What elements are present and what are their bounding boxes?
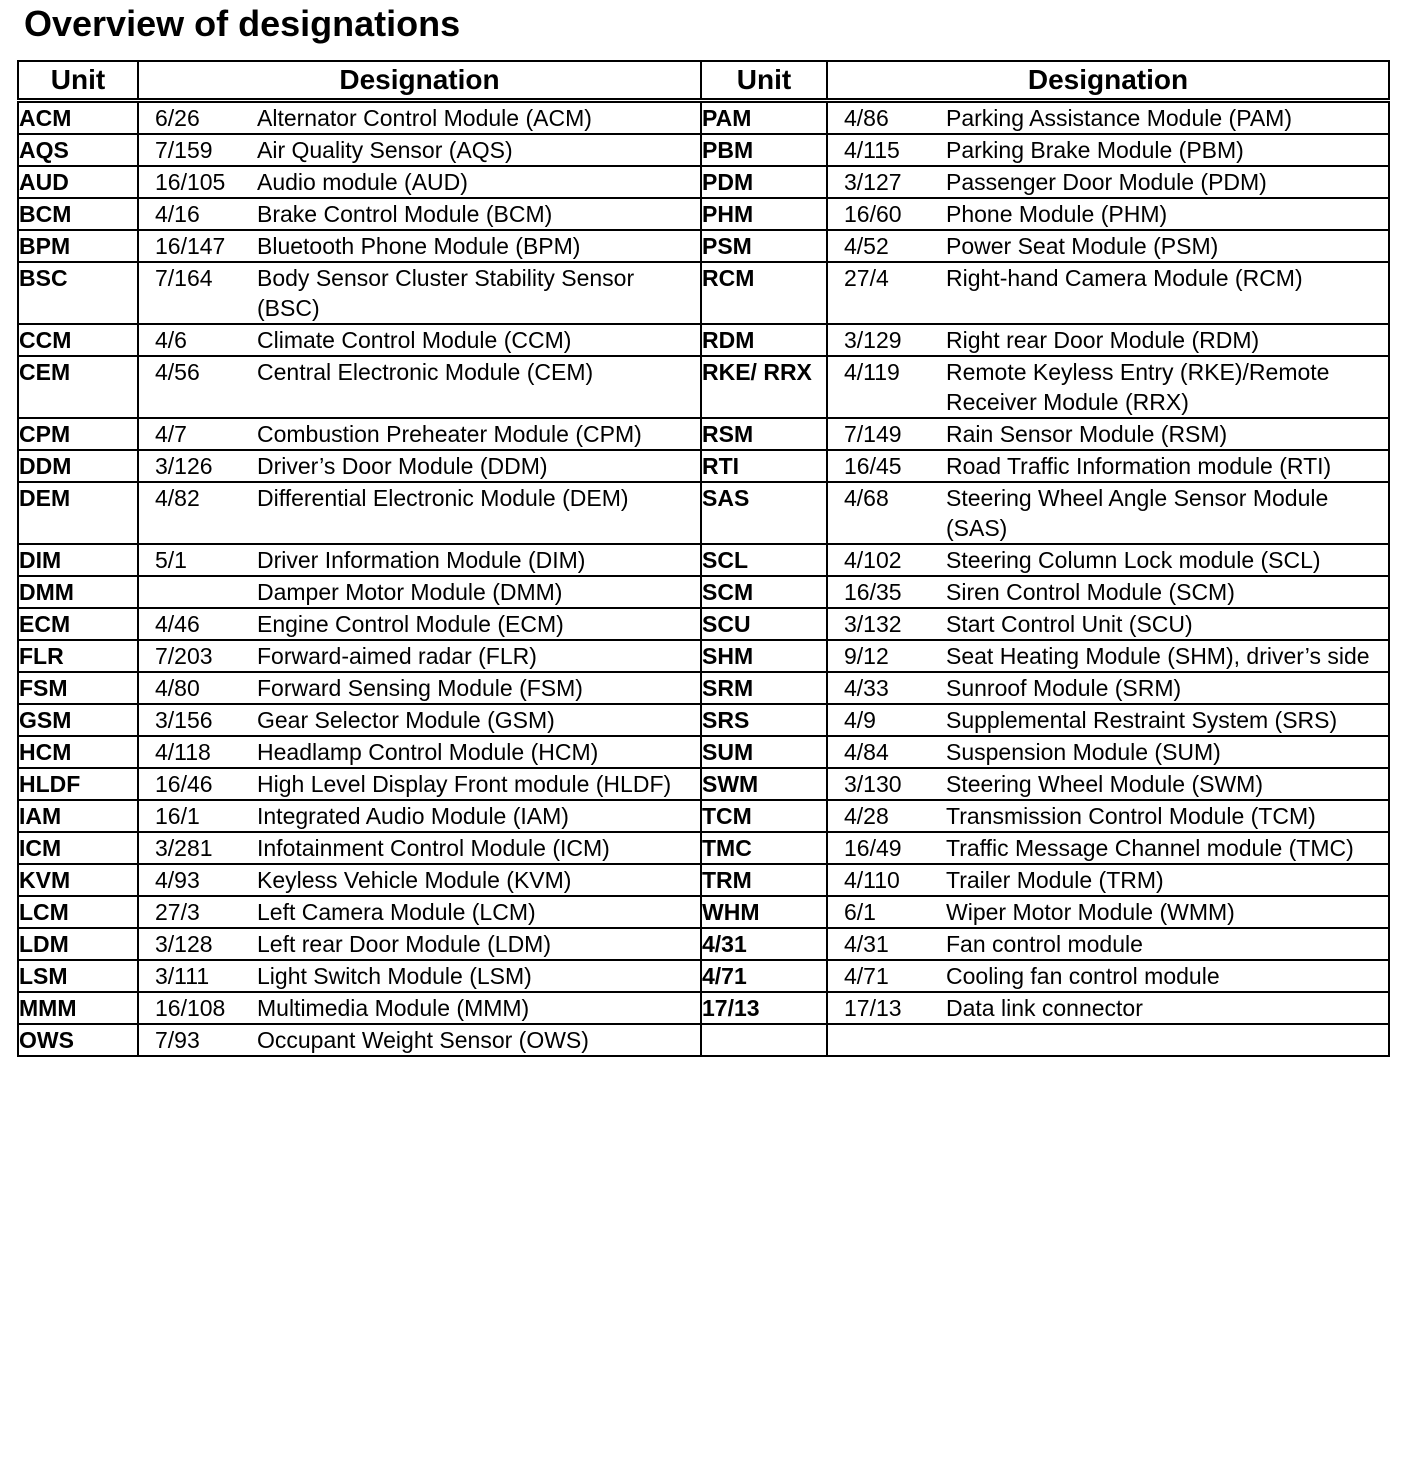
table-row <box>18 418 1389 450</box>
unit-cell: SCU <box>701 608 827 640</box>
unit-cell: SWM <box>701 768 827 800</box>
unit-cell: DEM <box>18 482 138 544</box>
unit-cell: ACM <box>18 101 138 135</box>
unit-cell: BCM <box>18 198 138 230</box>
reference-number: 16/108 <box>155 995 226 1021</box>
unit-cell: SCL <box>701 544 827 576</box>
designation-name: Road Traffic Information module (RTI) <box>946 453 1332 479</box>
designation-cell <box>138 960 701 992</box>
unit-cell: TMC <box>701 832 827 864</box>
reference-number: 4/68 <box>844 485 889 511</box>
designation-cell <box>138 324 701 356</box>
designation-name: Integrated Audio Module (IAM) <box>257 803 569 829</box>
reference-number: 3/128 <box>155 931 213 957</box>
designation-cell <box>138 230 701 262</box>
designation-name: Steering Wheel Module (SWM) <box>946 771 1263 797</box>
designation-cell <box>827 230 1389 262</box>
reference-number: 16/1 <box>155 803 200 829</box>
unit-cell: 4/71 <box>701 960 827 992</box>
reference-number: 4/33 <box>844 675 889 701</box>
designation-name: Gear Selector Module (GSM) <box>257 707 555 733</box>
designation-name: Remote Keyless Entry (RKE)/Remote Receiver Module (RRX) <box>946 359 1330 415</box>
designation-cell <box>138 800 701 832</box>
reference-number: 7/93 <box>155 1027 200 1053</box>
unit-cell: SCM <box>701 576 827 608</box>
designation-cell <box>138 928 701 960</box>
designation-name: Body Sensor Cluster Stability Sensor (BSC) <box>257 265 635 321</box>
reference-number: 16/49 <box>844 835 902 861</box>
designation-cell <box>138 198 701 230</box>
reference-number: 6/26 <box>155 105 200 131</box>
unit-cell: RSM <box>701 418 827 450</box>
reference-number: 4/31 <box>844 931 889 957</box>
designation-name: Forward-aimed radar (FLR) <box>257 643 537 669</box>
table-row <box>18 101 1389 135</box>
designation-cell <box>827 576 1389 608</box>
unit-cell: PHM <box>701 198 827 230</box>
reference-number: 4/9 <box>844 707 876 733</box>
designation-cell <box>827 101 1389 135</box>
reference-number: 4/84 <box>844 739 889 765</box>
designation-name: Headlamp Control Module (HCM) <box>257 739 599 765</box>
reference-number: 4/16 <box>155 201 200 227</box>
designation-cell <box>827 166 1389 198</box>
designation-cell <box>138 262 701 324</box>
designation-cell <box>138 166 701 198</box>
reference-number: 4/86 <box>844 105 889 131</box>
unit-cell <box>701 1024 827 1056</box>
designation-cell <box>827 608 1389 640</box>
unit-cell: 4/31 <box>701 928 827 960</box>
designation-name: Power Seat Module (PSM) <box>946 233 1219 259</box>
reference-number: 4/93 <box>155 867 200 893</box>
designation-name: Passenger Door Module (PDM) <box>946 169 1267 195</box>
designation-cell <box>138 992 701 1024</box>
unit-cell: DIM <box>18 544 138 576</box>
table-row <box>18 450 1389 482</box>
table-row <box>18 198 1389 230</box>
designation-cell <box>138 134 701 166</box>
unit-cell: RDM <box>701 324 827 356</box>
unit-cell: FSM <box>18 672 138 704</box>
reference-number: 6/1 <box>844 899 876 925</box>
designations-table <box>17 60 1390 1057</box>
table-row <box>18 324 1389 356</box>
table-row <box>18 832 1389 864</box>
table-row <box>18 356 1389 418</box>
designation-cell <box>827 832 1389 864</box>
designation-cell <box>827 896 1389 928</box>
designation-name: Damper Motor Module (DMM) <box>257 579 563 605</box>
designation-cell <box>138 482 701 544</box>
unit-cell: DMM <box>18 576 138 608</box>
table-row <box>18 1024 1389 1056</box>
table-row <box>18 482 1389 544</box>
table-row <box>18 262 1389 324</box>
table-row <box>18 230 1389 262</box>
designation-name: Light Switch Module (LSM) <box>257 963 532 989</box>
designation-name: Siren Control Module (SCM) <box>946 579 1235 605</box>
designation-name: Trailer Module (TRM) <box>946 867 1164 893</box>
table-row <box>18 928 1389 960</box>
unit-cell: SRM <box>701 672 827 704</box>
unit-cell: AQS <box>18 134 138 166</box>
designation-cell <box>827 482 1389 544</box>
unit-cell: RKE/ RRX <box>701 356 827 418</box>
reference-number: 3/129 <box>844 327 902 353</box>
designation-cell <box>827 356 1389 418</box>
reference-number: 3/281 <box>155 835 213 861</box>
designation-name: Air Quality Sensor (AQS) <box>257 137 513 163</box>
designation-name: Left rear Door Module (LDM) <box>257 931 551 957</box>
unit-cell: SRS <box>701 704 827 736</box>
designation-cell <box>827 450 1389 482</box>
unit-cell: HCM <box>18 736 138 768</box>
designation-cell <box>138 576 701 608</box>
designation-cell <box>138 1024 701 1056</box>
unit-cell: RCM <box>701 262 827 324</box>
table-row <box>18 576 1389 608</box>
reference-number: 17/13 <box>844 995 902 1021</box>
table-row <box>18 166 1389 198</box>
designation-name: Climate Control Module (CCM) <box>257 327 572 353</box>
designation-name: Seat Heating Module (SHM), driver’s side <box>946 643 1370 669</box>
designation-cell <box>138 864 701 896</box>
designation-name: Data link connector <box>946 995 1143 1021</box>
reference-number: 4/118 <box>155 739 211 765</box>
reference-number: 4/110 <box>844 867 900 893</box>
unit-cell: CCM <box>18 324 138 356</box>
reference-number: 16/147 <box>155 233 226 259</box>
unit-cell: LSM <box>18 960 138 992</box>
reference-number: 4/115 <box>844 137 900 163</box>
designation-cell <box>138 704 701 736</box>
reference-number: 4/102 <box>844 547 902 573</box>
designation-cell <box>138 356 701 418</box>
designation-cell <box>827 928 1389 960</box>
designation-name: Bluetooth Phone Module (BPM) <box>257 233 581 259</box>
designation-cell <box>138 832 701 864</box>
table-row <box>18 134 1389 166</box>
reference-number: 4/46 <box>155 611 200 637</box>
unit-cell: GSM <box>18 704 138 736</box>
reference-number: 7/159 <box>155 137 213 163</box>
designation-cell <box>827 1024 1389 1056</box>
reference-number: 4/82 <box>155 485 200 511</box>
unit-cell: PAM <box>701 101 827 135</box>
unit-cell: WHM <box>701 896 827 928</box>
designation-cell <box>827 768 1389 800</box>
reference-number <box>139 577 257 607</box>
reference-number: 5/1 <box>155 547 187 573</box>
reference-number: 3/156 <box>155 707 213 733</box>
reference-number: 16/60 <box>844 201 902 227</box>
unit-cell: FLR <box>18 640 138 672</box>
page-title: Overview of designations <box>24 3 461 44</box>
unit-cell: LCM <box>18 896 138 928</box>
designation-name: Fan control module <box>946 931 1143 957</box>
designation-cell <box>827 418 1389 450</box>
table-row <box>18 640 1389 672</box>
table-row <box>18 768 1389 800</box>
designation-name: Keyless Vehicle Module (KVM) <box>257 867 572 893</box>
designation-name: Wiper Motor Module (WMM) <box>946 899 1235 925</box>
header-unit: Unit <box>18 61 138 101</box>
designation-name: Rain Sensor Module (RSM) <box>946 421 1228 447</box>
designation-cell <box>138 736 701 768</box>
designation-name: High Level Display Front module (HLDF) <box>257 771 672 797</box>
unit-cell: TCM <box>701 800 827 832</box>
table-row <box>18 608 1389 640</box>
designation-cell <box>827 640 1389 672</box>
unit-cell: CPM <box>18 418 138 450</box>
reference-number: 27/3 <box>155 899 200 925</box>
designation-cell <box>138 450 701 482</box>
unit-cell: SUM <box>701 736 827 768</box>
table-row <box>18 736 1389 768</box>
designation-name: Steering Wheel Angle Sensor Module (SAS) <box>946 485 1329 541</box>
designation-cell <box>827 672 1389 704</box>
unit-cell: MMM <box>18 992 138 1024</box>
unit-cell: IAM <box>18 800 138 832</box>
designation-name: Phone Module (PHM) <box>946 201 1168 227</box>
designation-cell <box>138 101 701 135</box>
table-row <box>18 864 1389 896</box>
designation-name: Infotainment Control Module (ICM) <box>257 835 610 861</box>
designation-name: Steering Column Lock module (SCL) <box>946 547 1321 573</box>
unit-cell: OWS <box>18 1024 138 1056</box>
unit-cell: RTI <box>701 450 827 482</box>
designation-name: Cooling fan control module <box>946 963 1220 989</box>
reference-number: 3/126 <box>155 453 213 479</box>
designation-name: Left Camera Module (LCM) <box>257 899 536 925</box>
designation-name: Central Electronic Module (CEM) <box>257 359 594 385</box>
reference-number: 7/149 <box>844 421 902 447</box>
reference-number: 16/35 <box>844 579 902 605</box>
designation-name: Driver’s Door Module (DDM) <box>257 453 548 479</box>
unit-cell: SHM <box>701 640 827 672</box>
table-row <box>18 800 1389 832</box>
reference-number: 16/45 <box>844 453 902 479</box>
designation-name: Differential Electronic Module (DEM) <box>257 485 629 511</box>
unit-cell: 17/13 <box>701 992 827 1024</box>
designation-cell <box>138 608 701 640</box>
table-row <box>18 544 1389 576</box>
designation-cell <box>138 768 701 800</box>
table-row <box>18 896 1389 928</box>
unit-cell: LDM <box>18 928 138 960</box>
unit-cell: BSC <box>18 262 138 324</box>
designation-cell <box>827 262 1389 324</box>
reference-number: 3/132 <box>844 611 902 637</box>
reference-number: 16/105 <box>155 169 226 195</box>
designation-cell <box>138 640 701 672</box>
reference-number: 9/12 <box>844 643 889 669</box>
designation-name: Engine Control Module (ECM) <box>257 611 564 637</box>
designation-cell <box>827 800 1389 832</box>
unit-cell: PDM <box>701 166 827 198</box>
unit-cell: KVM <box>18 864 138 896</box>
table-row <box>18 672 1389 704</box>
designation-name: Parking Brake Module (PBM) <box>946 137 1244 163</box>
reference-number: 7/203 <box>155 643 213 669</box>
designation-name: Brake Control Module (BCM) <box>257 201 553 227</box>
reference-number: 4/56 <box>155 359 200 385</box>
designation-name: Parking Assistance Module (PAM) <box>946 105 1292 131</box>
unit-cell: PSM <box>701 230 827 262</box>
reference-number: 4/71 <box>844 963 889 989</box>
reference-number: 4/6 <box>155 327 187 353</box>
designation-name: Driver Information Module (DIM) <box>257 547 586 573</box>
reference-number: 3/111 <box>155 963 210 989</box>
designation-cell <box>827 704 1389 736</box>
designation-name: Multimedia Module (MMM) <box>257 995 530 1021</box>
designation-cell <box>827 134 1389 166</box>
designation-name: Alternator Control Module (ACM) <box>257 105 592 131</box>
reference-number: 4/80 <box>155 675 200 701</box>
unit-cell: SAS <box>701 482 827 544</box>
unit-cell: CEM <box>18 356 138 418</box>
reference-number: 27/4 <box>844 265 889 291</box>
unit-cell: PBM <box>701 134 827 166</box>
designation-cell <box>827 544 1389 576</box>
reference-number: 4/52 <box>844 233 889 259</box>
reference-number: 3/130 <box>844 771 902 797</box>
designation-cell <box>827 198 1389 230</box>
designation-name: Combustion Preheater Module (CPM) <box>257 421 642 447</box>
designation-name: Right rear Door Module (RDM) <box>946 327 1260 353</box>
reference-number: 7/164 <box>155 265 213 291</box>
designation-cell <box>827 864 1389 896</box>
table-row <box>18 992 1389 1024</box>
reference-number: 4/7 <box>155 421 187 447</box>
unit-cell: HLDF <box>18 768 138 800</box>
designation-name: Traffic Message Channel module (TMC) <box>946 835 1354 861</box>
designation-name: Transmission Control Module (TCM) <box>946 803 1316 829</box>
designation-name: Start Control Unit (SCU) <box>946 611 1193 637</box>
designation-cell <box>138 896 701 928</box>
table-row <box>18 960 1389 992</box>
header-designation-right: Designation <box>827 61 1389 101</box>
designation-name: Sunroof Module (SRM) <box>946 675 1182 701</box>
designation-name: Supplemental Restraint System (SRS) <box>946 707 1338 733</box>
reference-number: 3/127 <box>844 169 902 195</box>
header-designation: Designation <box>138 61 701 101</box>
unit-cell: TRM <box>701 864 827 896</box>
designation-name: Forward Sensing Module (FSM) <box>257 675 583 701</box>
designation-name: Occupant Weight Sensor (OWS) <box>257 1027 589 1053</box>
designation-cell <box>827 324 1389 356</box>
designation-cell <box>138 672 701 704</box>
reference-number: 4/28 <box>844 803 889 829</box>
table-row <box>18 704 1389 736</box>
designation-cell <box>827 960 1389 992</box>
reference-number: 16/46 <box>155 771 213 797</box>
designation-cell <box>827 992 1389 1024</box>
unit-cell: DDM <box>18 450 138 482</box>
reference-number: 4/119 <box>844 359 900 385</box>
designation-cell <box>827 736 1389 768</box>
designation-cell <box>138 544 701 576</box>
designation-name: Suspension Module (SUM) <box>946 739 1221 765</box>
unit-cell: ECM <box>18 608 138 640</box>
header-unit-right: Unit <box>701 61 827 101</box>
designation-cell <box>138 418 701 450</box>
designation-name: Right-hand Camera Module (RCM) <box>946 265 1303 291</box>
unit-cell: ICM <box>18 832 138 864</box>
unit-cell: AUD <box>18 166 138 198</box>
header-row <box>18 61 1389 101</box>
unit-cell: BPM <box>18 230 138 262</box>
designation-name: Audio module (AUD) <box>257 169 468 195</box>
